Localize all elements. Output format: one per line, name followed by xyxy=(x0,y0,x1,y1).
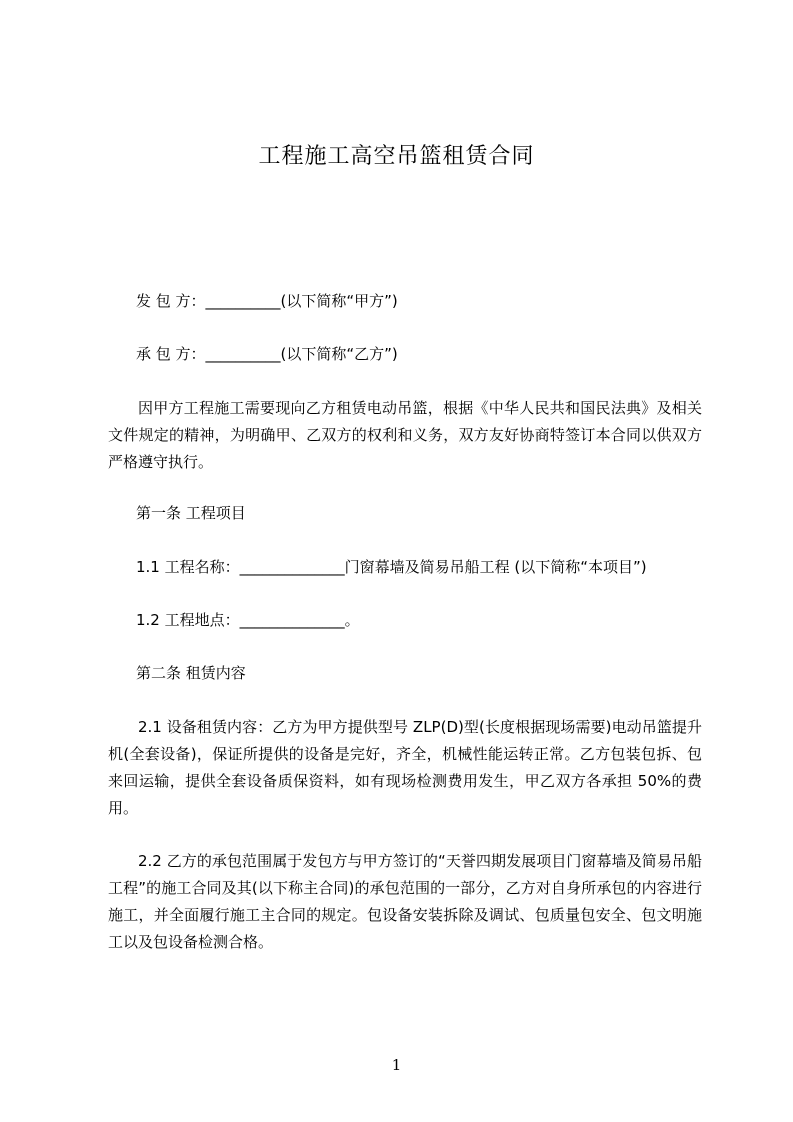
page-number: 1 xyxy=(391,1056,402,1074)
party-b-line: 承 包 方：__________(以下简称“乙方”) xyxy=(136,345,398,363)
preamble-paragraph: 因甲方工程施工需要现向乙方租赁电动吊篮，根据《中华人民共和国民法典》及相关文件规定的精神，为明确甲、乙双方的权利和义务，双方友好协商特签订本合同以供双方严格遵守执行。 xyxy=(108,399,702,471)
article-2-heading: 第二条 租赁内容 xyxy=(136,664,246,682)
clause-2-1: 2.1 设备租赁内容：乙方为甲方提供型号 ZLP(D)型(长度根据现场需要)电动吊篮提升机(全套设备)，保证所提供的设备是完好，齐全，机械性能运转正常。乙方包装包拆、包来回运输，提供全套设备质保资料，如有现场检测费用发生，甲乙双方各承担 50%的费用。 xyxy=(108,718,702,817)
article-1-heading: 第一条 工程项目 xyxy=(136,504,246,522)
clause-1-2: 1.2 工程地点：______________。 xyxy=(136,611,360,629)
document-title: 工程施工高空吊篮租赁合同 xyxy=(258,144,535,169)
clause-1-1: 1.1 工程名称：______________门窗幕墙及简易吊船工程 (以下简称“本项目”) xyxy=(136,558,647,576)
clause-2-2: 2.2 乙方的承包范围属于发包方与甲方签订的“天誉四期发展项目门窗幕墙及简易吊船工程”的施工合同及其(以下称主合同)的承包范围的一部分，乙方对自身所承包的内容进行施工，并全面履行施工主合同的规定。包设备安装拆除及调试、包质量包安全、包文明施工以及包设备检测合格。 xyxy=(108,852,702,951)
party-a-line: 发 包 方：__________(以下简称“甲方”) xyxy=(136,292,398,310)
